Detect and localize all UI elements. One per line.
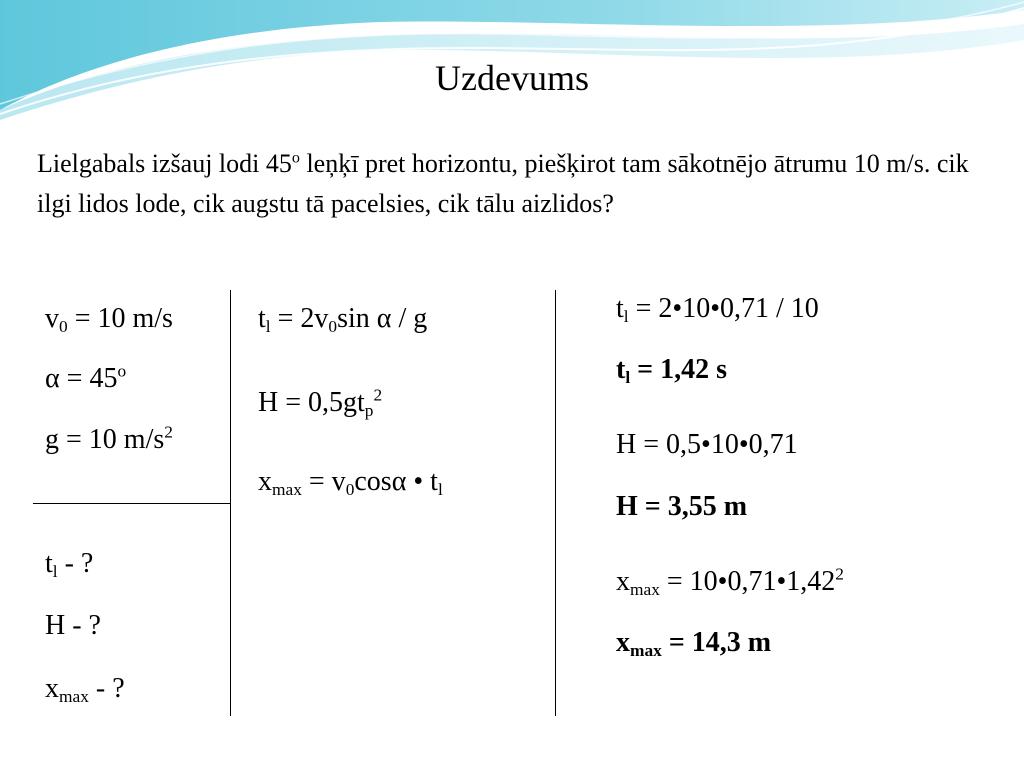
- unknown-distance: $x_{max}$ - ?: [45, 673, 125, 707]
- column-divider-right: [555, 290, 556, 716]
- result-time: $t_l = 1,42$ s: [616, 354, 728, 388]
- unknown-height: H - ?: [45, 610, 101, 641]
- formula-time: $t_l = 2v_0\sin$ α / g: [258, 303, 428, 337]
- problem-statement: Lielgabals izšauj lodi 45$^o$ leņķī pret horizontu, piešķirot tam sākotnējo ātrumu 10 m/s. cik ilgi lidos lode, cik augstu tā pacelsies, cik tālu aizlidos?: [37, 149, 969, 218]
- formula-distance: $x_{max} = v_0\cos\alpha$ • $t_l$: [258, 466, 443, 500]
- solution-distance-calc: $x_{max}$ = $10•0,71•1,42^2$: [616, 564, 844, 600]
- given-v0: $v_0 = 10$ m/s: [45, 303, 173, 337]
- given-g: g = 10 $m/s^2$: [45, 422, 173, 455]
- formula-height: $H = 0,5gt_p^2$: [258, 385, 383, 421]
- given-divider: [33, 503, 231, 504]
- given-alpha: $\alpha = 45^o$: [45, 361, 127, 394]
- result-height: H = 3,55 m: [616, 491, 748, 522]
- solution-time-calc: $t_l$ = 2•10•0,71 / 10: [616, 293, 819, 327]
- unknown-time: $t_l$ - ?: [45, 548, 94, 582]
- result-distance: $x_{max} = 14,3$ m: [616, 627, 772, 661]
- solution-height-calc: H = 0,5•10•0,71: [616, 429, 798, 460]
- column-divider-left: [230, 290, 231, 716]
- slide-title: Uzdevums: [435, 58, 589, 98]
